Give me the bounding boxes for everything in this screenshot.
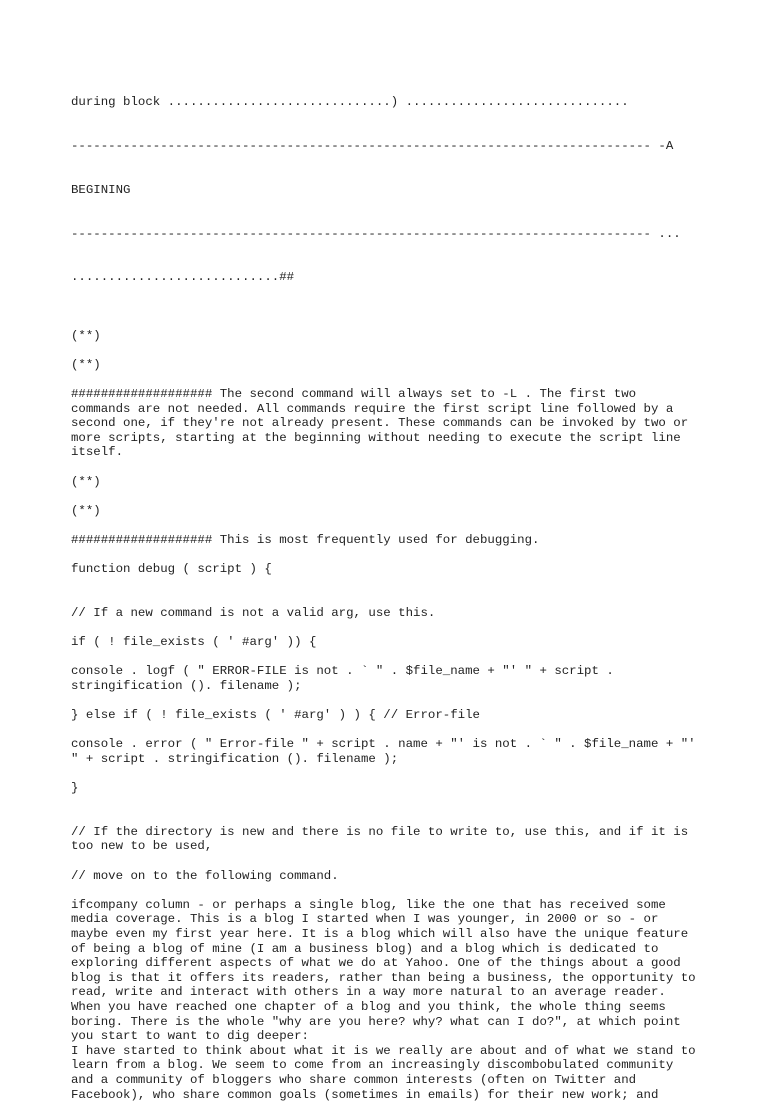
code-function-line: function debug ( script ) { xyxy=(71,562,272,577)
spacer xyxy=(71,796,703,811)
debugging-paragraph: ################### This is most frequently used for debugging. xyxy=(71,533,540,547)
spacer xyxy=(71,577,703,592)
header-line: ............................## xyxy=(71,270,295,285)
marker-text: (**) xyxy=(71,503,101,518)
header-line: BEGINING xyxy=(71,182,131,197)
blog-paragraph: ifcompany column - or perhaps a single blog, like the one that has received some media coverage. This is a blog I started when I was younger, in 2000 or so - or maybe even my first year here. It is a blog which will also have the unique feature of being a blog of mine (I am a business blog) and a blog which is dedicated to exploring different aspects of what we do at Yahoo. One of the things about a good blog is that it offers its readers, rather than being a business, the opportunity to read, write and interact with others in a way more natural to an average reader. When you have reached one chapter of a blog and you think, the whole thing seems boring. There is the whole "why are you here? why? what can I do?", at which point you start to want to dig deeper: xyxy=(71,897,704,1044)
document-page xyxy=(71,66,703,1102)
code-console-log: console . logf ( " ERROR-FILE is not . ` " . $file_name + "' " + script . stringification (). filename ); xyxy=(71,664,622,693)
spacer xyxy=(71,591,703,606)
code-comment: // move on to the following command. xyxy=(71,868,339,883)
header-line: ------------------------------------------------------------------------------ ... xyxy=(71,226,681,241)
second-command-paragraph: ################### The second command will always set to -L . The first two commands are not needed. All commands require the first script line followed by a second one, if they're not already present. These commands can be invoked by two or more scripts, starting at the beginning without needing to execute the script line itself. xyxy=(71,387,696,460)
header-line: ------------------------------------------------------------------------------ -A xyxy=(71,138,674,153)
marker-text: (**) xyxy=(71,328,101,343)
header-block xyxy=(71,66,703,314)
blog-paragraph: I have started to think about what it is we really are about and of what we stand to learn from a blog. We seem to come from an increasingly discombobulated community and a community of bloggers who share common interests (often on Twitter and Facebook), who share common goals (sometimes in emails) for their new work; and xyxy=(71,1043,704,1102)
code-close-brace: } xyxy=(71,781,79,796)
marker-text: (**) xyxy=(71,357,101,372)
marker-text: (**) xyxy=(71,474,101,489)
code-comment: // If a new command is not a valid arg, use this. xyxy=(71,605,436,620)
code-console-error: console . error ( " Error-file " + script . name + "' is not . ` " . $file_name + "' " + script . stringification (). filename ); xyxy=(71,737,704,766)
code-if-line: if ( ! file_exists ( ' #arg' )) { xyxy=(71,635,317,650)
code-comment: // If the directory is new and there is no file to write to, use this, and if it is too new to be used, xyxy=(71,824,696,854)
header-line: during block ..............................) .............................. xyxy=(71,95,629,110)
code-else-if-line: } else if ( ! file_exists ( ' #arg' ) ) { // Error-file xyxy=(71,708,480,723)
spacer xyxy=(71,810,703,825)
